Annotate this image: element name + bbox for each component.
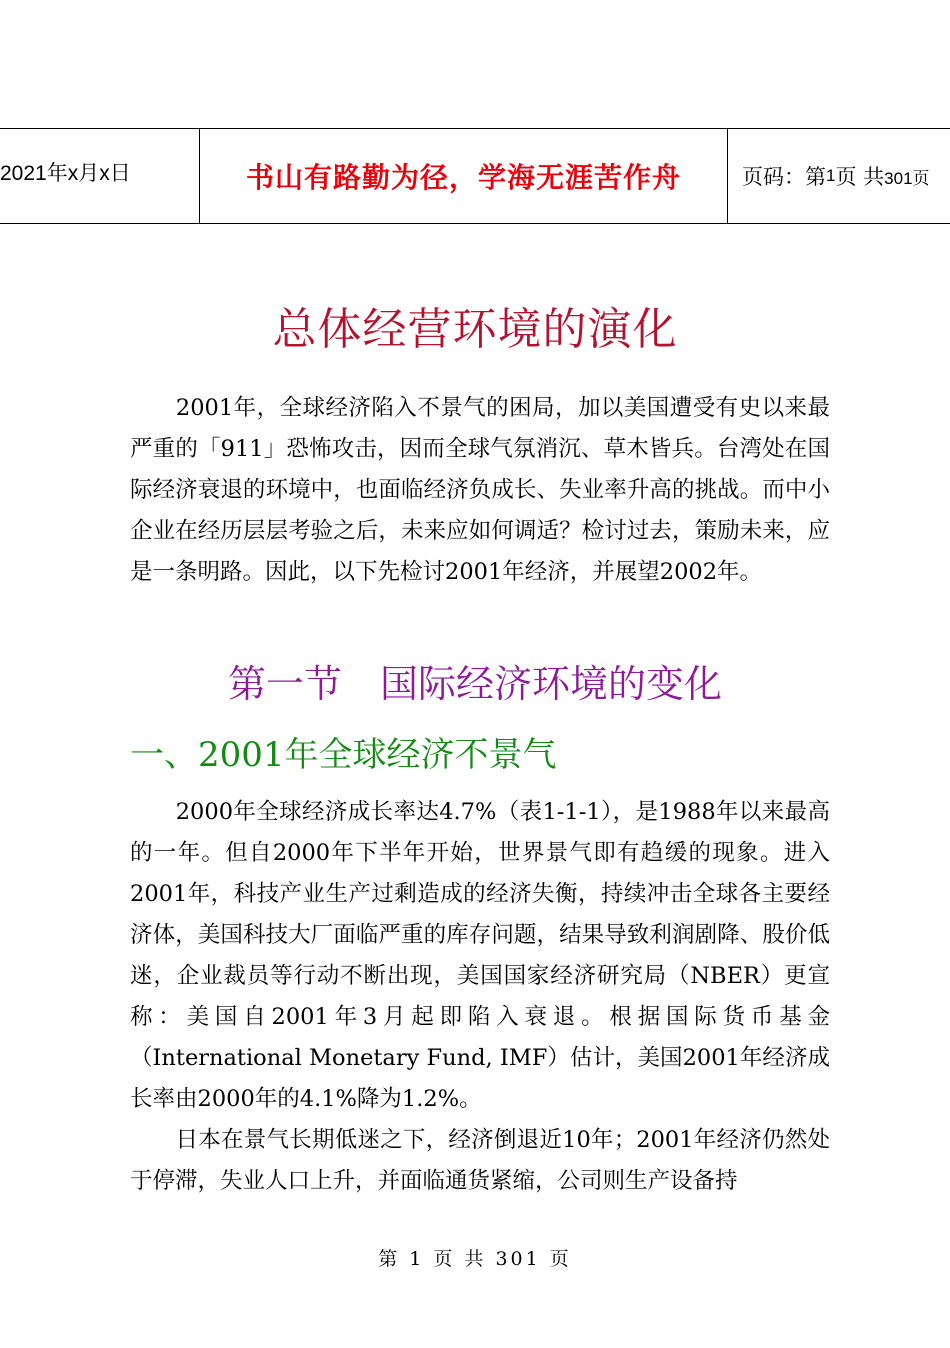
- intro-paragraph: 2001年，全球经济陷入不景气的困局，加以美国遭受有史以来最严重的「911」恐怖攻击，因而全球气氛消沉、草木皆兵。台湾处在国际经济衰退的环境中，也面临经济负成长、失业率升高的挑战。而中小企业在经历层层考验之后，未来应如何调适？检讨过去，策励未来，应是一条明路。因此，以下先检讨2001年经济，并展望2002年。: [130, 395, 830, 585]
- header-page-info: [728, 129, 950, 223]
- header-page-mid: 页 共: [835, 165, 885, 189]
- header-date: 2021年x月x日: [0, 129, 200, 223]
- body-paragraph-1: 2000年全球经济成长率达4.7%（表1-1-1），是1988年以来最高的一年。但自2000年下半年开始，世界景气即有趋缓的现象。进入2001年，科技产业生产过剩造成的经济失衡，持续冲击全球各主要经济体，美国科技大厂面临严重的库存问题，结果导致利润剧降、股价低迷，企业裁员等行动不断出现，美国国家经济研究局（NBER）更宣称：美国自2001年3月起即陷入衰退。根据国际货币基金（International Monetary Fund, IMF）估计，美国2001年经济成长率由2000年的4.1%降为1.2%。: [130, 799, 830, 1112]
- section-title: 第一节 国际经济环境的变化: [227, 662, 722, 706]
- header-page-number: 1: [826, 166, 836, 185]
- page-footer: 第 1 页 共 301 页: [378, 1248, 572, 1270]
- subsection-title: 一、2001年全球经济不景气: [130, 735, 557, 775]
- header-page-prefix: 页码：第: [742, 165, 826, 189]
- document-title: 总体经营环境的演化: [272, 304, 678, 355]
- header-page-total: 301页: [884, 168, 930, 188]
- body-paragraph-2: 日本在景气长期低迷之下，经济倒退近10年；2001年经济仍然处于停滞，失业人口上升，并面临通货紧缩，公司则生产设备持: [130, 1127, 830, 1194]
- header-table: [0, 128, 950, 224]
- header-motto: 书山有路勤为径，学海无涯苦作舟: [200, 129, 728, 223]
